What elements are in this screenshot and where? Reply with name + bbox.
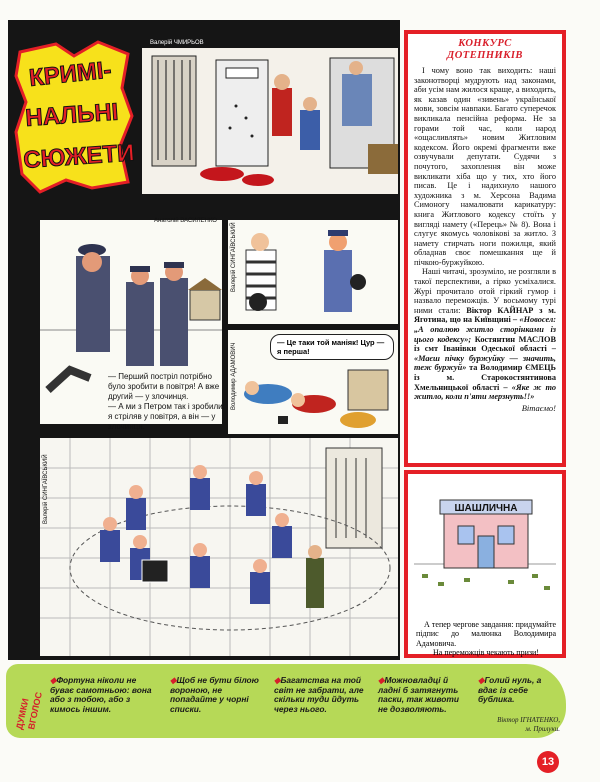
quote-5-text: Голий нуль, а вдає із себе бублика. — [478, 675, 542, 705]
quote-3: ◆Багатства на той світ не забрати, але скільки туди йдуть через нього. — [274, 675, 364, 714]
contest-title-line1: КОНКУРС — [458, 38, 512, 49]
author-vasylenko: Анатолій ВАСИЛЕНКО — [154, 218, 217, 224]
thoughts-label — [8, 664, 42, 738]
contest-paragraph-1: І чому воно так виходить: наші законотворці мудрують над законами, аби усім нам жилося краще, а виходить, як казав один «зивень» української мови, зовсім навпаки. Багато суперечок викликала пенсійна реформа. Не за горами той час, коли народ «ощасливлять» новим Житловим кодексом. Його окремі фрагменти вже озвучували депутати. Судячи з почутого, захоплення він може викликати хіба що у тих, хто його писав. Це і надихнуло нашого художника з м. Херсона Вадима Симоногу намалювати карикатуру: книга Житлового кодексу стоїть у вигляді намету («Перець» № 8). Вона і слугує якомусь чоловікові за житло. З намету стирчать ноги пожилця, який обладнав своє помешкання ще й пічкою-буржуйкою. — [414, 66, 556, 267]
quote-1: ◆Фортуна ніколи не буває самотньою: вона або з тобою, або з кимось іншим. — [50, 675, 152, 714]
winner-1-quote: – «Новосел: „А опалюю житло сторінками із цього кодексу»; — [414, 315, 556, 344]
kebab-house-drawing — [414, 478, 556, 598]
task-text — [416, 620, 556, 658]
prison-yard-drawing — [40, 438, 398, 656]
contest-body — [414, 66, 556, 413]
quote-5: ◆Голий нуль, а вдає із себе бублика. — [478, 675, 542, 705]
title-line-2: НАЛЬНІ — [24, 98, 120, 132]
cartoon-detective-agency — [142, 48, 398, 194]
cartoon-prisoner-ball — [228, 220, 398, 324]
kebab-sign: ШАШЛИЧНА — [454, 503, 518, 514]
page-number: 13 — [537, 751, 559, 773]
quote-2-text: Щоб не бути білою вороною, не попадайте у чорні списки. — [170, 675, 259, 714]
contest-title — [414, 38, 556, 62]
contest-title-line2: ДОТЕПНИКІВ — [447, 50, 523, 61]
thoughts-label-line2: ВГОЛОС — [26, 691, 44, 731]
cartoon-prison-yard — [40, 438, 398, 656]
task-block — [404, 470, 566, 658]
contest-intro: Наші читачі, зрозуміло, не розгляли в такої перспективи, а гірко усміхалися. Журі прочитало отой гіркий гумор і назвало переможців. У восьмому турі ними стали: — [414, 267, 556, 315]
contest-paragraph-2 — [414, 267, 556, 401]
author-adamovych: Володимир АДАМОВИЧ — [231, 342, 237, 410]
thoughts-label-line1: ДУМКИ — [14, 697, 31, 731]
quote-4: ◆Можновладці й ладні б затягнуть паски, так животи не дозволяють. — [378, 675, 459, 714]
quote-author-city: м. Прилуки. — [525, 725, 560, 733]
caption-police-2: — А ми з Петром так і зробили: я стріляв у повітря, а він — у злочинця. — [108, 402, 225, 431]
contest-block — [404, 30, 566, 467]
caption-police-1: — Перший постріл потрібно було зробити в повітря! А вже другий — у злочинця. — [108, 372, 220, 401]
title-line-3: СЮЖЕТИ — [22, 139, 136, 174]
task-instruction: А тепер чергове завдання: придумайте підпис до малюнка Володимира Адамовича. — [416, 620, 556, 648]
title-line-1: КРИМІ- — [27, 56, 113, 92]
prisoner-drawing — [228, 220, 398, 324]
author-chmyrov: Валерій ЧМИРЬОВ — [150, 40, 204, 46]
quote-3-text: Багатства на той світ не забрати, але скільки туди йдуть через нього. — [274, 675, 364, 714]
quote-2: ◆Щоб не бути білою вороною, не попадайте у чорні списки. — [170, 675, 259, 714]
author-syngaivsky-1: Валерій СИНГАЇВСЬКИЙ — [231, 222, 237, 292]
winner-1: Віктор КАЙНАР з м. Яготина, що на Київщині — [414, 305, 556, 325]
greeting: Вітаємо! — [521, 402, 556, 413]
author-syngaivsky-2: Валерій СИНГАЇВСЬКИЙ — [43, 454, 49, 524]
section-title-badge — [16, 42, 136, 192]
winner-3: та Володимир ЄМЕЦЬ із м. Старокостянтинова Хмельницької області — [414, 363, 557, 392]
quote-author — [470, 716, 560, 734]
winner-3-quote: – «Яке ж то житло, коли п'яти мерзнуть!!» — [414, 382, 556, 402]
quote-author-name: Віктор ІГНАТЕНКО, — [497, 716, 560, 724]
maniac-speech-bubble: — Це таки той маніяк! Цур — я перша! — [270, 334, 394, 360]
quote-4-text: Можновладці й ладні б затягнуть паски, так животи не дозволяють. — [378, 675, 459, 714]
winner-2: Костянтин МАСЛОВ із смт Іванівки Одеської області — [414, 334, 556, 354]
task-prize: На переможців чекають призи! — [433, 648, 539, 658]
winner-2-quote: – «Маєш пічку буржуйку — значить, теж буржуй» — [414, 344, 556, 373]
quote-1-text: Фортуна ніколи не буває самотньою: вона або з тобою, або з кимось іншим. — [50, 675, 152, 714]
detective-drawing — [142, 48, 398, 194]
